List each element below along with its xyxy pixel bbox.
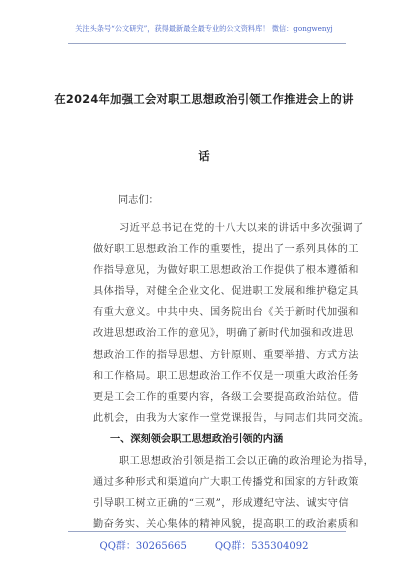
footer-divider: [68, 531, 346, 532]
paragraph-1-line: 做好职工思想政治工作的重要性，提出了一系列具体的工: [93, 244, 359, 256]
paragraph-2-line: 勤奋务实、关心集体的精神风貌，提高职工的政治素质和: [93, 519, 359, 531]
paragraph-1-line: 和工作格局。职工思想政治工作不仅是一项重大政治任务: [93, 370, 359, 382]
document-title-line-1: 在2024年加强工会对职工思想政治引领工作推进会上的讲: [54, 93, 354, 106]
body-text-block: [0, 218, 408, 450]
paragraph-1-line: 此机会，由我为大家作一堂党课报告，与同志们共同交流。: [93, 412, 370, 424]
paragraph-1-line: 习近平总书记在党的十八大以来的讲话中多次强调了: [119, 223, 364, 234]
header-note: 关注头条号“公文研究”，获得最新最全最专业的公文资料库！ 微信：gongwenyj: [75, 24, 333, 33]
footer-qq-group-1: QQ群：30265665: [99, 541, 187, 552]
footer: [0, 537, 408, 552]
paragraph-2-line: 职工思想政治引领是指工会以正确的政治理论为指导，: [119, 456, 375, 467]
paragraph-1-line: 具体指导，对健全企业文化、促进职工发展和维护稳定具: [93, 286, 359, 298]
paragraph-1-line: 想政治工作的指导思想、方针原则、重要举措、方式方法: [93, 349, 359, 361]
paragraph-2-line: 引导职工树立正确的“三观”，形成遵纪守法、诚实守信: [93, 498, 349, 510]
paragraph-1-line: 更是工会工作的重要内容，各级工会要提高政治站位。借: [93, 391, 359, 403]
body-text-block-2: [0, 451, 408, 535]
paragraph-1-line: 有重大意义。中共中央、国务院出台《关于新时代加强和: [93, 307, 359, 319]
paragraph-1-line: 作指导意见，为做好职工思想政治工作提供了根本遵循和: [93, 265, 359, 277]
document-title-line-2: 话: [198, 150, 210, 163]
header-divider: [68, 43, 346, 44]
paragraph-2-line: 通过多种形式和渠道向广大职工传播党和国家的方针政策: [93, 477, 359, 489]
section-heading: 一、深刻领会职工思想政治引领的内涵: [110, 433, 284, 445]
salutation: 同志们：: [118, 195, 159, 206]
paragraph-1-line: 改进思想政治工作的意见》，明确了新时代加强和改进思: [93, 328, 354, 340]
footer-qq-group-2: QQ群：535304092: [214, 541, 309, 552]
